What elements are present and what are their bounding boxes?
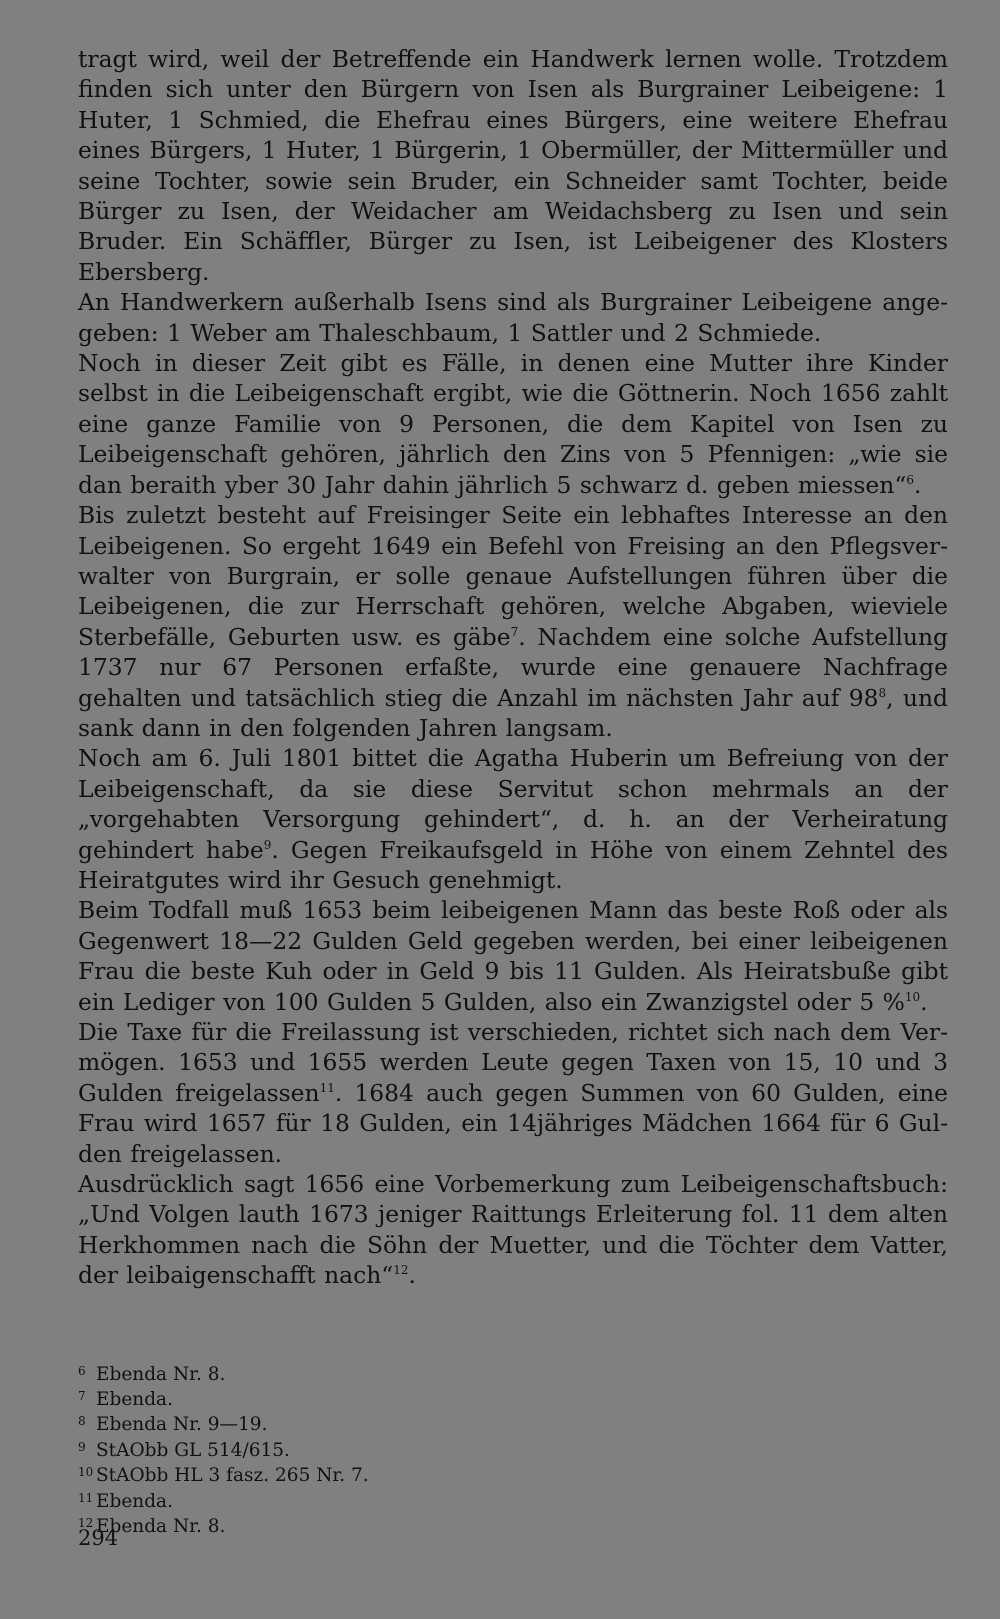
paragraph <box>78 743 948 895</box>
footnote-text: StAObb GL 514/615. <box>96 1439 290 1461</box>
footnote <box>78 1413 948 1438</box>
footnote-ref: 8 <box>878 685 887 700</box>
footnote-text: Ebenda. <box>96 1490 173 1512</box>
footnote-ref: 11 <box>319 1081 335 1096</box>
text-run: An Handwerkern außerhalb Isens sind als Burgrainer Leibeigene angegeben: 1 Weber am Thaleschbaum, 1 Sattler und 2 Schmiede. <box>78 288 948 347</box>
paragraph <box>78 1169 948 1291</box>
footnote <box>78 1515 948 1540</box>
text-run: . 1684 auch gegen Summen von 60 Gulden, eine Frau wird 1657 für 18 Gulden, ein 14jähriges Mädchen 1664 für 6 Gulden freigelassen. <box>78 1078 948 1168</box>
text-run: Die Taxe für die Freilassung ist verschieden, richtet sich nach dem Vermögen. 1653 und 1655 werden Leute gegen Taxen von 15, 10 und 3 Gulden freigelassen <box>78 1018 948 1107</box>
text-run: Bis zuletzt besteht auf Freisinger Seite ein lebhaftes Interesse an den Leibeigenen. So ergeht 1649 ein Befehl von Freising an den Pflegsverwalter von Burgrain, er solle genaue Aufstellungen führen über die Leibeigenen, die zur Herrschaft gehören, welche Abgaben, wieviele Sterbefälle, Geburten usw. es gäbe <box>78 501 948 651</box>
paragraph <box>78 1017 948 1169</box>
footnote-text: Ebenda Nr. 8. <box>96 1516 226 1538</box>
paragraph <box>78 895 948 1017</box>
footnote <box>78 1490 948 1515</box>
footnote-number: 10 <box>78 1465 94 1480</box>
page-number: 294 <box>78 1526 119 1550</box>
footnotes <box>78 1363 948 1541</box>
footnote-number: 11 <box>78 1490 94 1505</box>
text-run: . <box>920 987 928 1016</box>
footnote <box>78 1363 948 1388</box>
footnote-number: 7 <box>78 1389 86 1404</box>
text-run: . <box>408 1261 416 1290</box>
text-run: . <box>913 470 922 499</box>
footnote-number: 8 <box>78 1414 86 1429</box>
text-run: , und sank dann in den folgenden Jahren langsam. <box>78 683 948 742</box>
footnote-ref: 7 <box>510 624 519 639</box>
footnote-ref: 10 <box>904 989 921 1004</box>
footnote-ref: 9 <box>263 837 272 852</box>
paragraph <box>78 287 948 348</box>
footnote <box>78 1464 948 1489</box>
footnote <box>78 1439 948 1464</box>
text-run: Ausdrücklich sagt 1656 eine Vorbemerkung zum Leibeigenschaftsbuch: „Und Volgen lauth 1673 jeniger Raittungs Erleiterung fol. 11 dem alten Herkhommen nach die Söhn der Muetter, und die Töchter dem Vatter, der leibaigenschafft nach“ <box>78 1170 948 1290</box>
text-run: Noch in dieser Zeit gibt es Fälle, in denen eine Mutter ihre Kinder selbst in die Leibeigenschaft ergibt, wie die Göttnerin. Noch 1656 zahlt eine ganze Familie von 9 Personen, die dem Kapitel von Isen zu Leibeigenschaft gehören, jährlich den Zins von 5 Pfennigen: „wie sie dan beraith yber 30 Jahr dahin jährlich 5 schwarz d. geben miessen“ <box>78 349 948 499</box>
footnote-number: 12 <box>78 1516 94 1531</box>
footnote-ref: 6 <box>906 472 914 487</box>
paragraph <box>78 44 948 287</box>
book-page <box>78 44 948 1541</box>
footnote-text: StAObb HL 3 fasz. 265 Nr. 7. <box>96 1465 369 1487</box>
paragraph <box>78 348 948 500</box>
text-run: . Nachdem eine solche Aufstellung 1737 nur 67 Personen erfaßte, wurde eine genauere Nachfrage gehalten und tatsächlich stieg die Anzahl im nächsten Jahr auf 98 <box>78 622 949 712</box>
footnote-number: 6 <box>78 1363 86 1378</box>
body-text <box>78 44 948 1291</box>
footnote-text: Ebenda. <box>96 1389 173 1411</box>
footnote-number: 9 <box>78 1439 86 1454</box>
paragraph <box>78 500 948 743</box>
footnote <box>78 1388 948 1413</box>
footnote-ref: 12 <box>393 1263 409 1278</box>
footnote-text: Ebenda Nr. 9—19. <box>96 1414 268 1436</box>
footnote-text: Ebenda Nr. 8. <box>96 1363 226 1385</box>
text-run: tragt wird, weil der Betreffende ein Handwerk lernen wolle. Trotzdem finden sich unter den Bürgern von Isen als Burgrainer Leibeigene: 1 Huter, 1 Schmied, die Ehefrau eines Bürgers, eine weitere Ehefrau eines Bürgers, 1 Huter, 1 Bürgerin, 1 Obermüller, der Mittermüller und seine Tochter, sowie sein Bruder, ein Schneider samt Tochter, beide Bürger zu Isen, der Weidacher am Weidachsberg zu Isen und sein Bruder. Ein Schäffler, Bürger zu Isen, ist Leibeigener des Klosters Ebersberg. <box>78 45 948 286</box>
text-run: Beim Todfall muß 1653 beim leibeigenen Mann das beste Roß oder als Gegenwert 18—22 Gulden Geld gegeben werden, bei einer leibeigenen Frau die beste Kuh oder in Geld 9 bis 11 Gulden. Als Heiratsbuße gibt ein Lediger von 100 Gulden 5 Gulden, also ein Zwanzigstel oder 5 % <box>78 896 948 1016</box>
text-run: Noch am 6. Juli 1801 bittet die Agatha Huberin um Befreiung von der Leibeigenschaft, da sie diese Servitut schon mehrmals an der „vorgehabten Versorgung gehindert“, d. h. an der Verheiratung gehindert habe <box>78 744 948 864</box>
text-run: . Gegen Freikaufsgeld in Höhe von einem Zehntel des Heiratgutes wird ihr Gesuch genehmigt. <box>78 835 948 894</box>
